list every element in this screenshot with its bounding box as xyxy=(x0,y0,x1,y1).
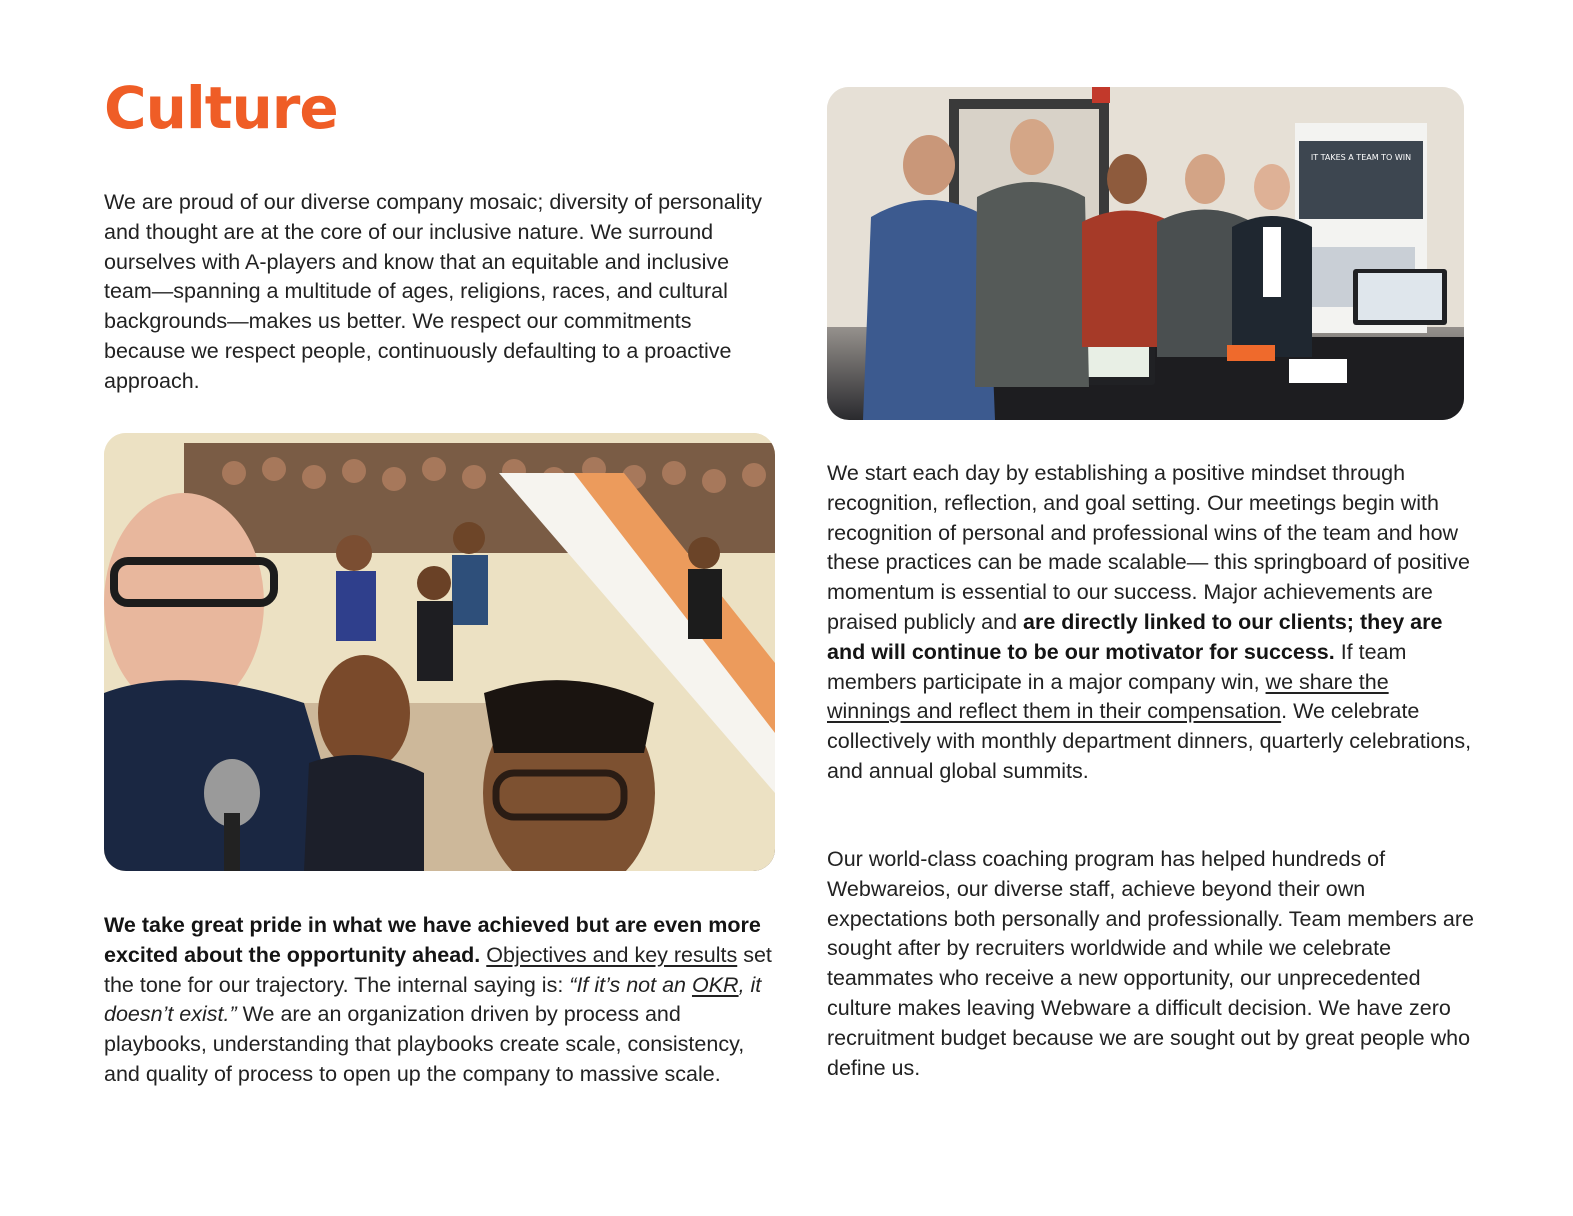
team-booth-photo xyxy=(827,87,1464,420)
mindset-paragraph xyxy=(827,459,1477,787)
okr-bold-lead: We take great pride in what we have achieved but are even more excited about the opportunity ahead. xyxy=(104,913,761,967)
okr-paragraph xyxy=(104,911,776,1090)
coaching-paragraph: Our world-class coaching program has helped hundreds of Webwareios, our diverse staff, achieve beyond their own expectations both personally and professionally. Team members are sought after by recruiters worldwide and while we celebrate teammates who receive a new opportunity, our unprecedented culture makes leaving Webware a difficult decision. We have zero recruitment budget because we are sought out by great people who define us. xyxy=(827,847,1474,1080)
okr-quote-start: “If it’s not an xyxy=(569,972,692,997)
intro-paragraph: We are proud of our diverse company mosaic; diversity of personality and thought are at the core of our inclusive nature. We surround ourselves with A-players and know that an equitable and inclusive team—spanning a multitude of ages, religions, races, and cultural backgrounds—makes us better. We respect our commitments because we respect people, continuously defaulting to a proactive approach. xyxy=(104,190,763,393)
mindset-bold: are directly linked to our clients; they are and will continue to be our motivator for success. xyxy=(827,609,1443,664)
okr-text: set the tone for our trajectory. The internal saying is: xyxy=(104,942,772,997)
okr-closing: We are an organization driven by process and playbooks, understanding that playbooks create scale, consistency, and quality of process to open up the company to massive scale. xyxy=(104,1002,745,1086)
okr-quote-link[interactable]: OKR xyxy=(691,972,739,997)
page-title: Culture xyxy=(104,74,338,142)
team-booth-illustration xyxy=(827,87,1464,420)
okr-link[interactable]: Objectives and key results xyxy=(486,942,738,967)
office-crowd-selfie-photo xyxy=(104,433,775,871)
mindset-text-mid: If team members participate in a major company win, xyxy=(827,639,1407,694)
booth-banner-text: IT TAKES A TEAM TO WIN xyxy=(1310,153,1412,162)
mindset-text-start: We start each day by establishing a positive mindset through recognition, reflection, and goal setting. Our meetings begin with recognition of personal and professional wins of the team and how these practices can be made scalable— this springboard of positive momentum is essential to our success. Major achievements are praised publicly and xyxy=(827,461,1470,634)
compensation-link[interactable]: we share the winnings and reflect them in their compensation xyxy=(827,669,1389,724)
mindset-text-end: . We celebrate collectively with monthly department dinners, quarterly celebrations, and annual global summits. xyxy=(827,699,1472,783)
okr-quote-end: , it doesn’t exist.” xyxy=(104,972,762,1027)
crowd-selfie-illustration xyxy=(104,433,775,871)
